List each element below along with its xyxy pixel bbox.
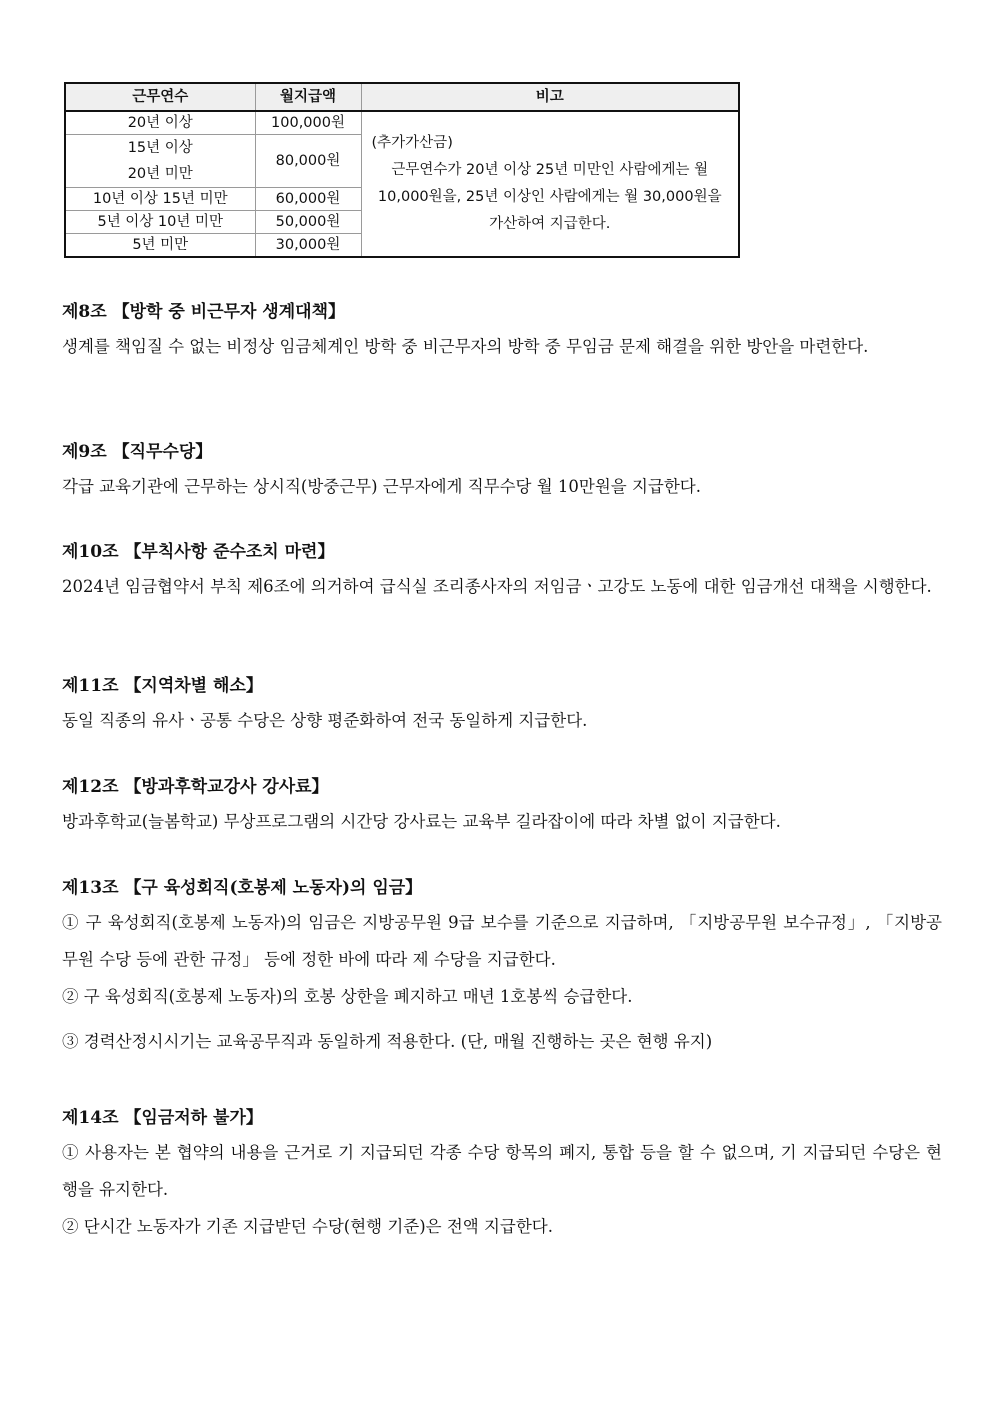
article-body <box>62 702 942 739</box>
article-paragraph: 2024년 임금협약서 부칙 제6조에 의거하여 급식실 조리종사자의 저임금ㆍ고강도 노동에 대한 임금개선 대책을 시행한다. <box>62 577 932 596</box>
article-title: 제14조 【임금저하 불가】 <box>62 1108 263 1128</box>
article-paragraph: ① 구 육성회직(호봉제 노동자)의 임금은 지방공무원 9급 보수를 기준으로 지급하며, 「지방공무원 보수규정」, 「지방공무원 수당 등에 관한 규정」 등에 정한 바에 따라 제 수당을 지급한다. <box>62 913 942 969</box>
article-body <box>62 803 942 840</box>
cell-note <box>361 111 739 257</box>
article-paragraph: ② 단시간 노동자가 기존 지급받던 수당(현행 기준)은 전액 지급한다. <box>62 1217 553 1236</box>
article-paragraph: 동일 직종의 유사ㆍ공통 수당은 상향 평준화하여 전국 동일하게 지급한다. <box>62 711 588 730</box>
article-body <box>62 1134 942 1245</box>
article-title: 제9조 【직무수당】 <box>62 442 213 462</box>
seniority-allowance-table <box>64 82 740 258</box>
note-text: 근무연수가 20년 이상 25년 미만인 사람에게는 월 10,000원을, 25년 이상인 사람에게는 월 30,000원을 가산하여 지급한다. <box>377 162 722 232</box>
article-9 <box>62 440 942 505</box>
cell-years: 5년 미만 <box>65 234 255 258</box>
cell-years: 20년 이상 <box>65 111 255 135</box>
article-paragraph: ③ 경력산정시시기는 교육공무직과 동일하게 적용한다. (단, 매월 진행하는 곳은 현행 유지) <box>62 1032 713 1051</box>
cell-years: 10년 이상 15년 미만 <box>65 188 255 211</box>
article-paragraph: ② 구 육성회직(호봉제 노동자)의 호봉 상한을 폐지하고 매년 1호봉씩 승급한다. <box>62 987 633 1006</box>
article-body <box>62 568 942 605</box>
article-8 <box>62 300 942 365</box>
article-14 <box>62 1106 942 1245</box>
article-11 <box>62 674 942 739</box>
cell-amount: 60,000원 <box>255 188 361 211</box>
article-12 <box>62 775 942 840</box>
article-title: 제10조 【부칙사항 준수조치 마련】 <box>62 542 335 562</box>
article-title: 제13조 【구 육성회직(호봉제 노동자)의 임금】 <box>62 878 423 898</box>
article-paragraph: ① 사용자는 본 협약의 내용을 근거로 기 지급되던 각종 수당 항목의 폐지, 통합 등을 할 수 없으며, 기 지급되던 수당은 현행을 유지한다. <box>62 1143 942 1199</box>
pay-table-wrapper <box>64 82 738 258</box>
article-body <box>62 468 942 505</box>
article-body <box>62 904 942 1060</box>
cell-amount: 100,000원 <box>255 111 361 135</box>
table-header-row <box>65 83 739 111</box>
header-note: 비고 <box>361 83 739 111</box>
article-title: 제12조 【방과후학교강사 강사료】 <box>62 777 329 797</box>
article-title: 제8조 【방학 중 비근무자 생계대책】 <box>62 302 345 322</box>
cell-amount: 30,000원 <box>255 234 361 258</box>
table-row <box>65 111 739 135</box>
article-13 <box>62 876 942 1060</box>
cell-years: 15년 이상 20년 미만 <box>65 135 255 188</box>
cell-amount: 80,000원 <box>255 135 361 188</box>
article-body <box>62 328 942 365</box>
article-paragraph: 각급 교육기관에 근무하는 상시직(방중근무) 근무자에게 직무수당 월 10만원을 지급한다. <box>62 477 701 496</box>
article-10 <box>62 540 942 605</box>
header-amount: 월지급액 <box>255 83 361 111</box>
note-heading: (추가가산금) <box>371 135 453 151</box>
cell-amount: 50,000원 <box>255 211 361 234</box>
header-years: 근무연수 <box>65 83 255 111</box>
article-paragraph: 방과후학교(늘봄학교) 무상프로그램의 시간당 강사료는 교육부 길라잡이에 따라 차별 없이 지급한다. <box>62 812 781 831</box>
cell-years: 5년 이상 10년 미만 <box>65 211 255 234</box>
article-paragraph: 생계를 책임질 수 없는 비정상 임금체계인 방학 중 비근무자의 방학 중 무임금 문제 해결을 위한 방안을 마련한다. <box>62 337 869 356</box>
article-title: 제11조 【지역차별 해소】 <box>62 676 263 696</box>
